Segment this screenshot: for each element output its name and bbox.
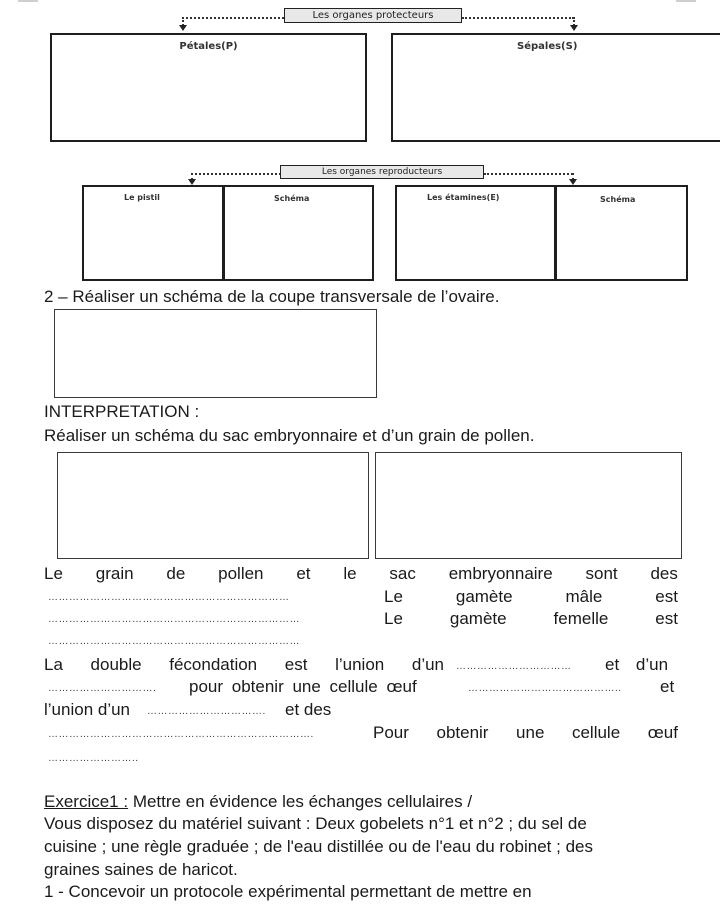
word: grain: [95, 564, 134, 583]
stamens-schema-label: Schéma: [600, 195, 636, 204]
word: gamète: [449, 609, 507, 628]
fill-line-5: [44, 655, 444, 675]
interpretation-heading: INTERPRETATION :: [44, 402, 200, 421]
stamens-box[interactable]: [395, 185, 688, 281]
pistil-box[interactable]: [82, 185, 374, 281]
word: mâle: [565, 587, 603, 606]
word: obtenir: [436, 723, 489, 742]
petals-box[interactable]: [50, 33, 367, 142]
word: sont: [585, 564, 618, 583]
pollen-grain-drawing-box[interactable]: [375, 452, 682, 559]
word: gamète: [455, 587, 513, 606]
fill-line-7-end: et des: [285, 700, 332, 719]
page-edge-mark-right: [676, 0, 696, 2]
word: cellule: [571, 723, 621, 742]
embryo-sac-drawing-box[interactable]: [57, 452, 369, 559]
word: le: [343, 564, 357, 583]
word: embryonnaire: [448, 564, 553, 583]
word: Le: [44, 564, 63, 583]
arrow-down-icon: [570, 25, 578, 31]
word: et: [296, 564, 311, 583]
exercise-number: Exercice1 :: [44, 792, 129, 811]
protective-organs-title: Les organes protecteurs: [284, 8, 462, 23]
word: est: [655, 609, 678, 628]
word: Le: [384, 587, 403, 606]
box-divider: [222, 187, 225, 279]
word: de: [166, 564, 186, 583]
word: femelle: [553, 609, 609, 628]
exercise-line-2: cuisine ; une règle graduée ; de l'eau distillée ou de l'eau du robinet ; des: [44, 837, 593, 856]
fill-line-3: [384, 609, 678, 629]
blank-answer-1[interactable]: ……………………………………………………………: [48, 592, 290, 603]
blank-answer-4[interactable]: ……………………………: [456, 661, 572, 672]
blank-answer-6[interactable]: ……………………………………..: [468, 683, 622, 694]
page-edge-mark-left: [18, 0, 38, 2]
word: Pour: [373, 723, 409, 742]
interpretation-instruction: Réaliser un schéma du sac embryonnaire et d’un grain de pollen.: [44, 426, 535, 445]
exercise-line-4: 1 - Concevoir un protocole expérimental permettant de mettre en: [44, 882, 532, 901]
blank-answer-7[interactable]: …………………………….: [147, 706, 266, 717]
exercise-title: [44, 792, 472, 812]
reproductive-organs-title: Les organes reproducteurs: [280, 165, 484, 179]
word: pollen: [218, 564, 264, 583]
word: l’union: [335, 655, 385, 674]
word: sac: [389, 564, 416, 583]
word: des: [650, 564, 678, 583]
connector-line-left: [191, 173, 281, 175]
connector-line-right: [462, 17, 574, 19]
blank-answer-3[interactable]: ………………………………………………………………: [48, 636, 300, 647]
fill-line-7-start: l’union d’un: [44, 700, 131, 719]
word: une: [516, 723, 545, 742]
connector-line-left: [182, 17, 284, 19]
word: La: [44, 655, 63, 674]
petals-label: Pétales(P): [179, 41, 238, 52]
sepals-label: Sépales(S): [517, 41, 578, 52]
fill-line-6-end: et: [660, 677, 675, 696]
arrow-down-icon: [179, 25, 187, 31]
blank-answer-8[interactable]: ………………………………………………………………….: [48, 729, 314, 740]
fill-line-8: [373, 723, 678, 743]
fill-line-5-end: et d’un: [605, 655, 669, 674]
word: Le: [384, 609, 403, 628]
exercise-title-text: Mettre en évidence les échanges cellulaires /: [128, 792, 473, 811]
box-divider: [554, 187, 557, 279]
blank-answer-5[interactable]: ………………………….: [48, 683, 157, 694]
word: œuf: [647, 723, 678, 742]
blank-answer-9[interactable]: ……………………..: [48, 753, 139, 764]
question-2-text: 2 – Réaliser un schéma de la coupe transversale de l’ovaire.: [44, 287, 500, 306]
ovary-section-drawing-box[interactable]: [54, 309, 377, 398]
fill-line-1: [44, 564, 678, 584]
blank-answer-2[interactable]: ………………………………………………………………: [48, 614, 300, 625]
fill-line-2: [384, 587, 678, 607]
exercise-line-1: Vous disposez du matériel suivant : Deux gobelets n°1 et n°2 ; du sel de: [44, 814, 587, 833]
pistil-schema-label: Schéma: [274, 194, 310, 203]
fill-line-6-text: pour obtenir une cellule œuf: [189, 677, 417, 696]
sepals-box[interactable]: [391, 33, 720, 142]
word: est: [655, 587, 678, 606]
word: fécondation: [169, 655, 258, 674]
pistil-label: Le pistil: [124, 193, 160, 202]
stamens-label: Les étamines(E): [427, 193, 500, 202]
word: double: [90, 655, 142, 674]
word: est: [284, 655, 308, 674]
connector-line-right: [484, 173, 573, 175]
word: d’un: [411, 655, 444, 674]
exercise-line-3: graines saines de haricot.: [44, 860, 238, 879]
